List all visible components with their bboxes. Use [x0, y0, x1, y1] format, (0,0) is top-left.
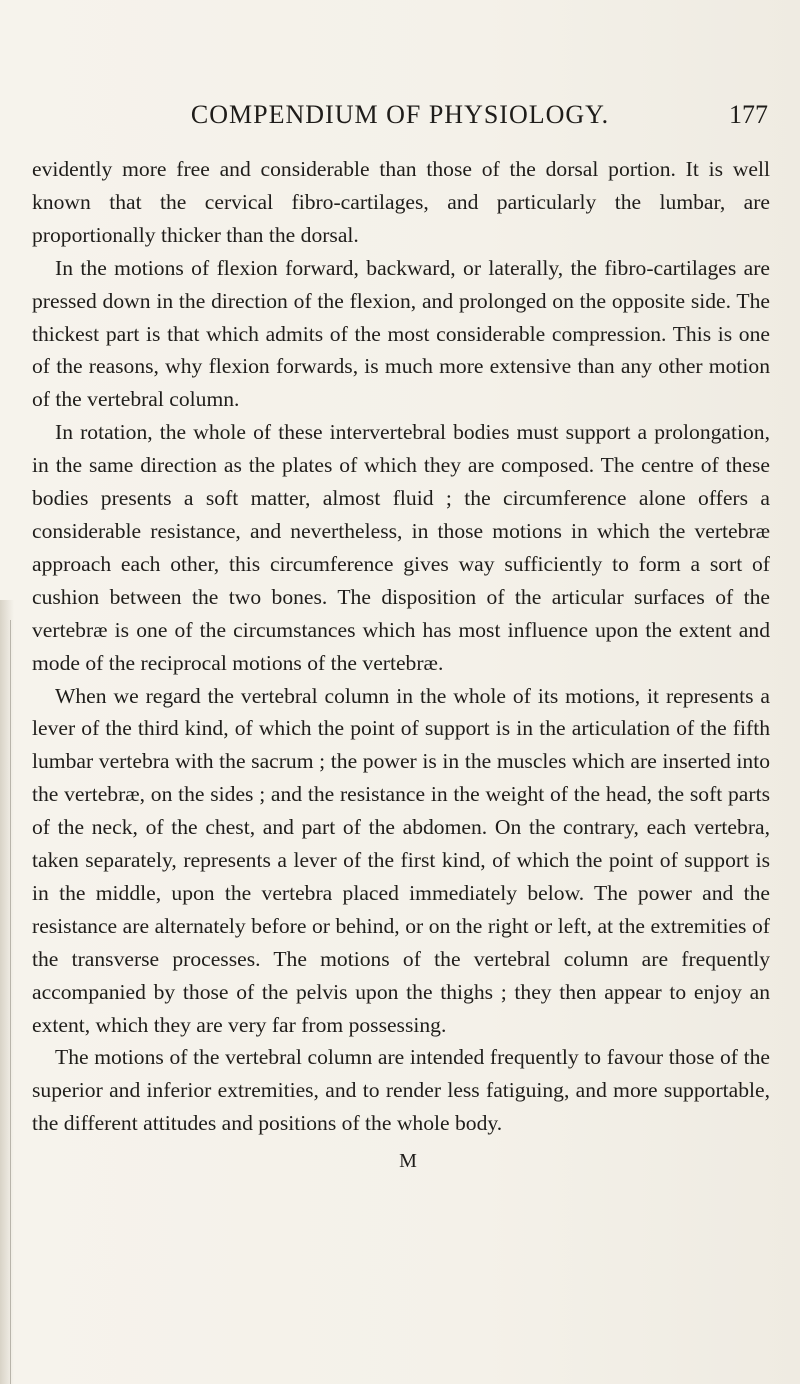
running-title: COMPENDIUM OF PHYSIOLOGY. [190, 100, 610, 129]
paragraph: In the motions of flexion forward, backward, or laterally, the fibro-cartilages are pressed down in the direction of the flexion, and prolonged on the opposite side. The thickest part is that which admits of the most considerable compression. This is one of the reasons, why flexion forwards, is much more extensive than any other motion of the vertebral column. [32, 255, 770, 412]
body-text [32, 153, 770, 1140]
paragraph: The motions of the vertebral column are intended frequently to favour those of the superior and inferior extremities, and to render less fatiguing, and more supportable, the different attitudes and positions of the whole body. [32, 1045, 770, 1136]
paragraph: When we regard the vertebral column in the whole of its motions, it represents a lever of the third kind, of which the point of support is in the articulation of the fifth lumbar vertebra with the sacrum ; the power is in the muscles which are inserted into the vertebræ, on the sides ; and the resistance in the weight of the head, the soft parts of the neck, of the chest, and part of the abdomen. On the contrary, each vertebra, taken separately, represents a lever of the first kind, of which the point of support is in the middle, upon the vertebra placed immediately below. The power and the resistance are alternately before or behind, or on the right or left, at the extremities of the transverse processes. The motions of the vertebral column are frequently accompanied by those of the pelvis upon the thighs ; they then appear to enjoy an extent, which they are very far from possessing. [32, 683, 770, 1037]
paragraph: evidently more free and considerable than those of the dorsal portion. It is well known that the cervical fibro-cartilages, and particularly the lumbar, are proportionally thicker than the dorsal. [32, 157, 770, 247]
binding-line [10, 620, 11, 1384]
binding-shadow [0, 600, 14, 1384]
paragraph: In rotation, the whole of these intervertebral bodies must support a prolongation, in the same direction as the plates of which they are composed. The centre of these bodies presents a soft matter, almost fluid ; the circumference alone offers a considerable resistance, and nevertheless, in those motions in which the vertebræ approach each other, this circumference gives way sufficiently to form a sort of cushion between the two bones. The disposition of the articular surfaces of the vertebræ is one of the circumstances which has most influence upon the extent and mode of the reciprocal motions of the vertebræ. [32, 420, 770, 675]
page-number: 177 [729, 100, 768, 129]
running-head [30, 100, 770, 140]
signature-mark: M [399, 1150, 417, 1172]
